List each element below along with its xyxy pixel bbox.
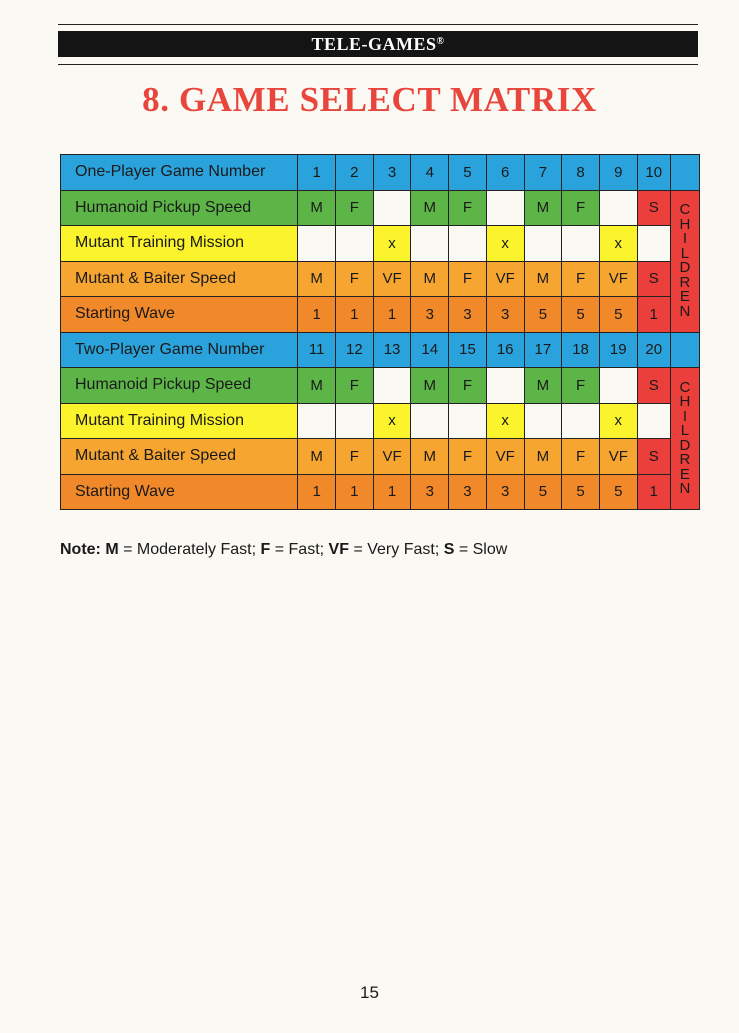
children-letter: I bbox=[682, 230, 687, 247]
matrix-cell: F bbox=[449, 439, 487, 475]
row-label: Starting Wave bbox=[61, 297, 298, 333]
matrix-cell: S bbox=[637, 261, 670, 297]
legend-text: = Fast; bbox=[270, 541, 329, 558]
header-filler-cell bbox=[670, 155, 699, 191]
game-number-label: Two-Player Game Number bbox=[61, 332, 298, 368]
matrix-cell: 1 bbox=[298, 474, 336, 510]
children-letter: D bbox=[679, 436, 691, 454]
matrix-cell bbox=[524, 403, 562, 439]
matrix-cell bbox=[486, 368, 524, 404]
header-rule-top bbox=[58, 24, 698, 25]
children-letter: R bbox=[679, 273, 691, 291]
matrix-cell bbox=[411, 226, 449, 262]
game-number-cell: 1 bbox=[298, 155, 336, 191]
matrix-row bbox=[61, 226, 700, 262]
registered-mark: ® bbox=[436, 36, 445, 47]
matrix-cell bbox=[486, 190, 524, 226]
row-label: Mutant & Baiter Speed bbox=[61, 261, 298, 297]
matrix-cell: 5 bbox=[562, 474, 600, 510]
row-label: Starting Wave bbox=[61, 474, 298, 510]
game-number-cell: 9 bbox=[599, 155, 637, 191]
matrix-cell: 3 bbox=[411, 297, 449, 333]
matrix-cell bbox=[637, 226, 670, 262]
matrix-cell: 1 bbox=[637, 297, 670, 333]
brand-name: TELE-GAMES bbox=[311, 34, 437, 54]
row-label: Mutant Training Mission bbox=[61, 403, 298, 439]
legend-key: S bbox=[443, 541, 455, 558]
children-letter: H bbox=[679, 215, 691, 233]
matrix-cell: F bbox=[562, 190, 600, 226]
matrix-row bbox=[61, 403, 700, 439]
matrix-cell: F bbox=[562, 439, 600, 475]
matrix-cell: 3 bbox=[449, 474, 487, 510]
matrix-cell: 1 bbox=[637, 474, 670, 510]
matrix-cell: M bbox=[411, 368, 449, 404]
game-number-cell: 10 bbox=[637, 155, 670, 191]
matrix-cell bbox=[599, 190, 637, 226]
matrix-cell: M bbox=[298, 368, 336, 404]
matrix-cell: M bbox=[524, 439, 562, 475]
children-letter: C bbox=[679, 378, 691, 396]
matrix-cell: M bbox=[411, 190, 449, 226]
matrix-cell: 1 bbox=[336, 474, 374, 510]
matrix-cell: VF bbox=[599, 439, 637, 475]
game-number-row bbox=[61, 155, 700, 191]
game-number-cell: 18 bbox=[562, 332, 600, 368]
matrix-cell: x bbox=[486, 403, 524, 439]
matrix-cell bbox=[298, 403, 336, 439]
legend-note bbox=[60, 541, 507, 559]
game-number-row bbox=[61, 332, 700, 368]
game-number-cell: 19 bbox=[599, 332, 637, 368]
matrix-cell: F bbox=[336, 368, 374, 404]
game-number-cell: 11 bbox=[298, 332, 336, 368]
children-label bbox=[670, 368, 699, 510]
matrix-cell: 1 bbox=[336, 297, 374, 333]
matrix-cell: 3 bbox=[449, 297, 487, 333]
row-label: Mutant & Baiter Speed bbox=[61, 439, 298, 475]
matrix-cell: 1 bbox=[373, 297, 411, 333]
matrix-cell bbox=[562, 403, 600, 439]
matrix-cell: x bbox=[599, 403, 637, 439]
matrix-body bbox=[61, 155, 700, 510]
matrix-row bbox=[61, 474, 700, 510]
matrix-cell bbox=[373, 368, 411, 404]
matrix-row bbox=[61, 297, 700, 333]
children-letter: N bbox=[679, 480, 691, 497]
game-number-cell: 14 bbox=[411, 332, 449, 368]
children-letter: H bbox=[679, 393, 691, 410]
children-letter: N bbox=[679, 302, 691, 320]
matrix-cell: F bbox=[449, 368, 487, 404]
matrix-cell: M bbox=[411, 439, 449, 475]
game-number-cell: 6 bbox=[486, 155, 524, 191]
legend-key: F bbox=[260, 541, 271, 558]
children-letter: I bbox=[682, 407, 687, 425]
row-label: Humanoid Pickup Speed bbox=[61, 368, 298, 404]
matrix-cell: 3 bbox=[486, 474, 524, 510]
row-label: Humanoid Pickup Speed bbox=[61, 190, 298, 226]
note-prefix: Note: bbox=[60, 541, 101, 558]
brand-banner bbox=[58, 31, 698, 57]
matrix-cell: 1 bbox=[298, 297, 336, 333]
matrix-cell: M bbox=[524, 190, 562, 226]
game-number-cell: 15 bbox=[449, 332, 487, 368]
matrix-cell: M bbox=[411, 261, 449, 297]
matrix-cell: S bbox=[637, 439, 670, 475]
matrix-cell: 3 bbox=[486, 297, 524, 333]
game-number-cell: 3 bbox=[373, 155, 411, 191]
game-number-cell: 20 bbox=[637, 332, 670, 368]
matrix-cell: 1 bbox=[373, 474, 411, 510]
game-number-cell: 2 bbox=[336, 155, 374, 191]
matrix-cell bbox=[449, 226, 487, 262]
matrix-cell: VF bbox=[599, 261, 637, 297]
matrix-cell bbox=[599, 368, 637, 404]
note-items bbox=[105, 541, 507, 558]
game-number-cell: 12 bbox=[336, 332, 374, 368]
matrix-row bbox=[61, 261, 700, 297]
matrix-row bbox=[61, 368, 700, 404]
game-number-cell: 17 bbox=[524, 332, 562, 368]
matrix-cell: F bbox=[449, 190, 487, 226]
children-letter: L bbox=[680, 422, 690, 439]
legend-key: M bbox=[105, 541, 119, 558]
children-letter: R bbox=[679, 451, 691, 468]
matrix-cell: 5 bbox=[524, 474, 562, 510]
row-label: Mutant Training Mission bbox=[61, 226, 298, 262]
matrix-cell bbox=[373, 190, 411, 226]
matrix-cell: F bbox=[562, 261, 600, 297]
game-number-cell: 7 bbox=[524, 155, 562, 191]
matrix-cell: 5 bbox=[599, 474, 637, 510]
page-number: 15 bbox=[360, 983, 379, 1002]
legend-text: = Slow bbox=[454, 541, 508, 558]
matrix-cell: x bbox=[373, 226, 411, 262]
matrix-cell: VF bbox=[486, 439, 524, 475]
matrix-cell: F bbox=[336, 261, 374, 297]
game-number-label: One-Player Game Number bbox=[61, 155, 298, 191]
matrix-cell bbox=[298, 226, 336, 262]
matrix-cell: F bbox=[449, 261, 487, 297]
matrix-cell: x bbox=[599, 226, 637, 262]
matrix-cell: x bbox=[486, 226, 524, 262]
matrix-cell: M bbox=[524, 368, 562, 404]
game-number-cell: 5 bbox=[449, 155, 487, 191]
children-letter: C bbox=[679, 201, 691, 218]
matrix-cell: 3 bbox=[411, 474, 449, 510]
matrix-row bbox=[61, 190, 700, 226]
game-number-cell: 4 bbox=[411, 155, 449, 191]
matrix-cell: M bbox=[298, 261, 336, 297]
children-label bbox=[670, 190, 699, 332]
matrix-cell: VF bbox=[373, 261, 411, 297]
matrix-cell: F bbox=[336, 190, 374, 226]
legend-text: = Very Fast; bbox=[349, 541, 444, 558]
game-number-cell: 8 bbox=[562, 155, 600, 191]
matrix-cell: 5 bbox=[562, 297, 600, 333]
matrix-cell: M bbox=[298, 439, 336, 475]
children-letter: D bbox=[679, 259, 691, 276]
legend-key: VF bbox=[328, 541, 349, 558]
matrix-cell bbox=[637, 403, 670, 439]
header-rule-bottom bbox=[58, 64, 698, 65]
matrix-cell: x bbox=[373, 403, 411, 439]
matrix-cell: M bbox=[524, 261, 562, 297]
game-number-cell: 13 bbox=[373, 332, 411, 368]
children-letter: E bbox=[679, 288, 690, 305]
game-select-matrix bbox=[60, 154, 700, 510]
children-letter: L bbox=[680, 244, 690, 262]
matrix-cell: F bbox=[336, 439, 374, 475]
matrix-cell: VF bbox=[486, 261, 524, 297]
game-number-cell: 16 bbox=[486, 332, 524, 368]
page-title: 8. GAME SELECT MATRIX bbox=[142, 80, 597, 119]
matrix-cell bbox=[336, 403, 374, 439]
matrix-cell: VF bbox=[373, 439, 411, 475]
matrix-cell: M bbox=[298, 190, 336, 226]
matrix-cell bbox=[449, 403, 487, 439]
matrix-cell: S bbox=[637, 190, 670, 226]
header-filler-cell bbox=[670, 332, 699, 368]
matrix-cell bbox=[411, 403, 449, 439]
children-letter: E bbox=[679, 465, 690, 483]
matrix-cell bbox=[336, 226, 374, 262]
matrix-cell: 5 bbox=[524, 297, 562, 333]
matrix-cell: 5 bbox=[599, 297, 637, 333]
matrix-cell bbox=[524, 226, 562, 262]
matrix-row bbox=[61, 439, 700, 475]
matrix-cell: F bbox=[562, 368, 600, 404]
legend-text: = Moderately Fast; bbox=[118, 541, 261, 558]
matrix-cell: S bbox=[637, 368, 670, 404]
matrix-cell bbox=[562, 226, 600, 262]
